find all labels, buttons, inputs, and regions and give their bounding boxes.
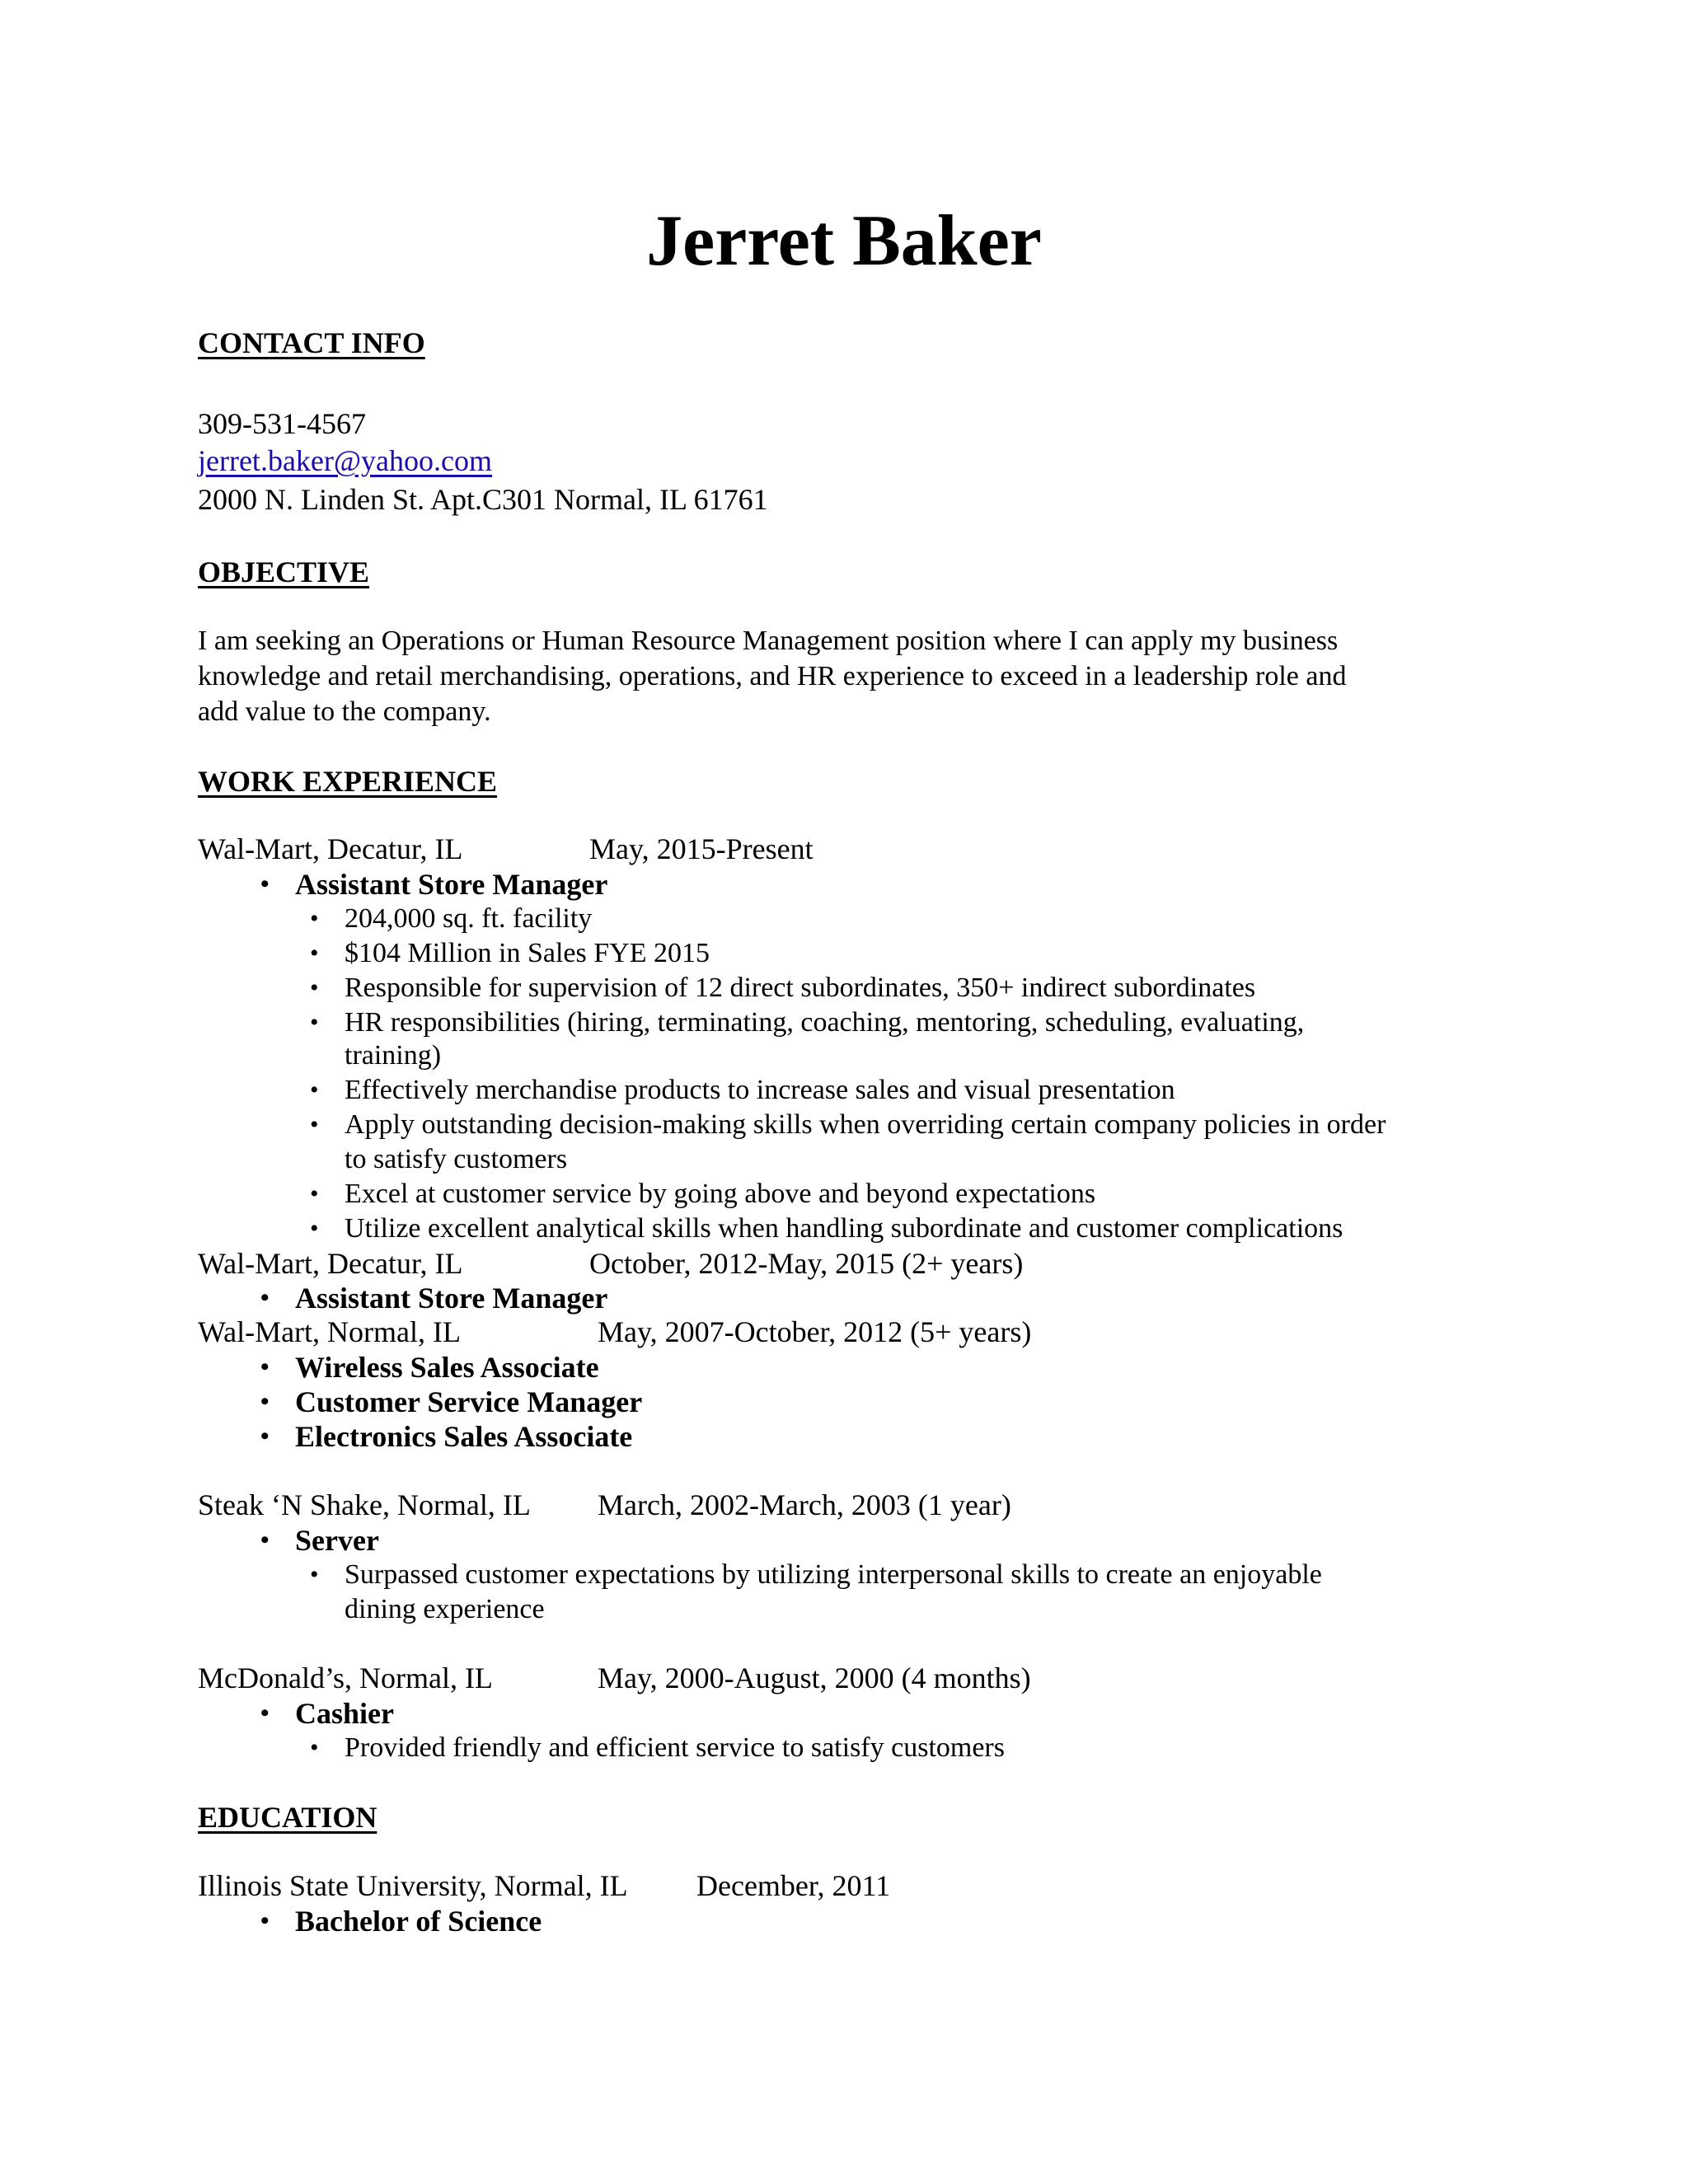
bullet-icon: •: [260, 1422, 270, 1450]
job-title-text: Customer Service Manager: [295, 1385, 643, 1418]
job-detail: [310, 1107, 1386, 1143]
bullet-icon: •: [310, 974, 319, 1001]
job-detail: [310, 1072, 1175, 1108]
objective-line: I am seeking an Operations or Human Resource Management position where I can apply my business: [198, 626, 1339, 656]
job-detail-continuation: to satisfy customers: [345, 1144, 568, 1174]
job-employer: Wal-Mart, Decatur, IL: [198, 1247, 463, 1280]
job-title-text: Wireless Sales Associate: [295, 1351, 599, 1384]
bullet-icon: •: [310, 1734, 319, 1761]
bullet-icon: •: [260, 1284, 270, 1311]
job-employer: Steak ‘N Shake, Normal, IL: [198, 1488, 531, 1521]
bullet-icon: •: [310, 1076, 319, 1104]
job-employer: Wal-Mart, Normal, IL: [198, 1315, 461, 1348]
job-detail: [310, 1557, 1322, 1593]
job-title: [260, 1280, 608, 1316]
graduation-date: December, 2011: [696, 1869, 891, 1902]
bullet-icon: •: [260, 1388, 270, 1415]
bullet-icon: •: [260, 870, 270, 898]
email-link[interactable]: jerret.baker@yahoo.com: [198, 444, 492, 477]
work-experience-heading: WORK EXPERIENCE: [198, 765, 498, 798]
bullet-icon: •: [310, 1111, 319, 1138]
job-title-text: Electronics Sales Associate: [295, 1420, 633, 1453]
job-detail-text: 204,000 sq. ft. facility: [345, 903, 593, 934]
job-detail: [310, 970, 1256, 1006]
job-detail-text: Responsible for supervision of 12 direct subordinates, 350+ indirect subordinates: [345, 972, 1256, 1003]
job-detail-text: Effectively merchandise products to increase sales and visual presentation: [345, 1075, 1175, 1105]
job-detail-text: Provided friendly and efficient service to satisfy customers: [345, 1732, 1005, 1763]
school-name: Illinois State University, Normal, IL: [198, 1869, 628, 1902]
job-detail-text: Utilize excellent analytical skills when handling subordinate and customer complications: [345, 1213, 1343, 1244]
job-title: [260, 1349, 599, 1385]
job-detail-text: HR responsibilities (hiring, terminating, coaching, mentoring, scheduling, evaluating,: [345, 1007, 1305, 1038]
job-detail: [310, 901, 593, 937]
education-heading: EDUCATION: [198, 1801, 377, 1834]
job-title-text: Server: [295, 1524, 379, 1557]
job-detail: [310, 935, 710, 972]
job-employer: Wal-Mart, Decatur, IL: [198, 832, 463, 865]
job-dates: May, 2007-October, 2012 (5+ years): [598, 1315, 1032, 1348]
email-link-wrapper: [198, 443, 492, 479]
job-detail-continuation: training): [345, 1040, 442, 1071]
job-detail-text: Surpassed customer expectations by utilizing interpersonal skills to create an enjoyable: [345, 1559, 1322, 1590]
bullet-icon: •: [310, 940, 319, 967]
job-detail-continuation: dining experience: [345, 1594, 545, 1624]
job-dates: March, 2002-March, 2003 (1 year): [598, 1488, 1011, 1521]
bullet-icon: •: [310, 1009, 319, 1036]
bullet-icon: •: [310, 1180, 319, 1207]
job-detail-text: Apply outstanding decision-making skills when overriding certain company policies in order: [345, 1109, 1386, 1140]
bullet-icon: •: [310, 1215, 319, 1242]
contact-heading: CONTACT INFO: [198, 326, 425, 359]
job-dates: October, 2012-May, 2015 (2+ years): [589, 1247, 1024, 1280]
bullet-icon: •: [310, 1561, 319, 1588]
objective-heading: OBJECTIVE: [198, 555, 370, 588]
bullet-icon: •: [260, 1353, 270, 1380]
job-detail: [310, 1211, 1343, 1247]
job-title: [260, 1522, 379, 1558]
objective-line: knowledge and retail merchandising, operations, and HR experience to exceed in a leadership role and: [198, 661, 1347, 691]
bullet-icon: •: [310, 905, 319, 932]
candidate-name: Jerret Baker: [646, 201, 1042, 281]
job-detail: [310, 1730, 1005, 1766]
job-detail: [310, 1176, 1096, 1212]
bullet-icon: •: [260, 1699, 270, 1727]
job-detail: [310, 1005, 1305, 1041]
job-title-text: Assistant Store Manager: [295, 1282, 608, 1315]
job-title: [260, 1695, 394, 1732]
degree-text: Bachelor of Science: [295, 1905, 542, 1938]
job-detail-text: $104 Million in Sales FYE 2015: [345, 938, 710, 968]
job-dates: May, 2000-August, 2000 (4 months): [598, 1661, 1031, 1694]
bullet-icon: •: [260, 1907, 270, 1934]
job-dates: May, 2015-Present: [589, 832, 814, 865]
objective-line: add value to the company.: [198, 696, 491, 727]
job-title: [260, 866, 608, 902]
degree: [260, 1903, 542, 1939]
job-title-text: Cashier: [295, 1697, 394, 1730]
job-title: [260, 1418, 633, 1455]
phone-number: 309-531-4567: [198, 407, 366, 440]
job-title: [260, 1384, 643, 1420]
job-employer: McDonald’s, Normal, IL: [198, 1661, 493, 1694]
job-title-text: Assistant Store Manager: [295, 868, 608, 901]
bullet-icon: •: [260, 1526, 270, 1554]
job-detail-text: Excel at customer service by going above and beyond expectations: [345, 1179, 1096, 1209]
address: 2000 N. Linden St. Apt.C301 Normal, IL 61761: [198, 483, 768, 516]
